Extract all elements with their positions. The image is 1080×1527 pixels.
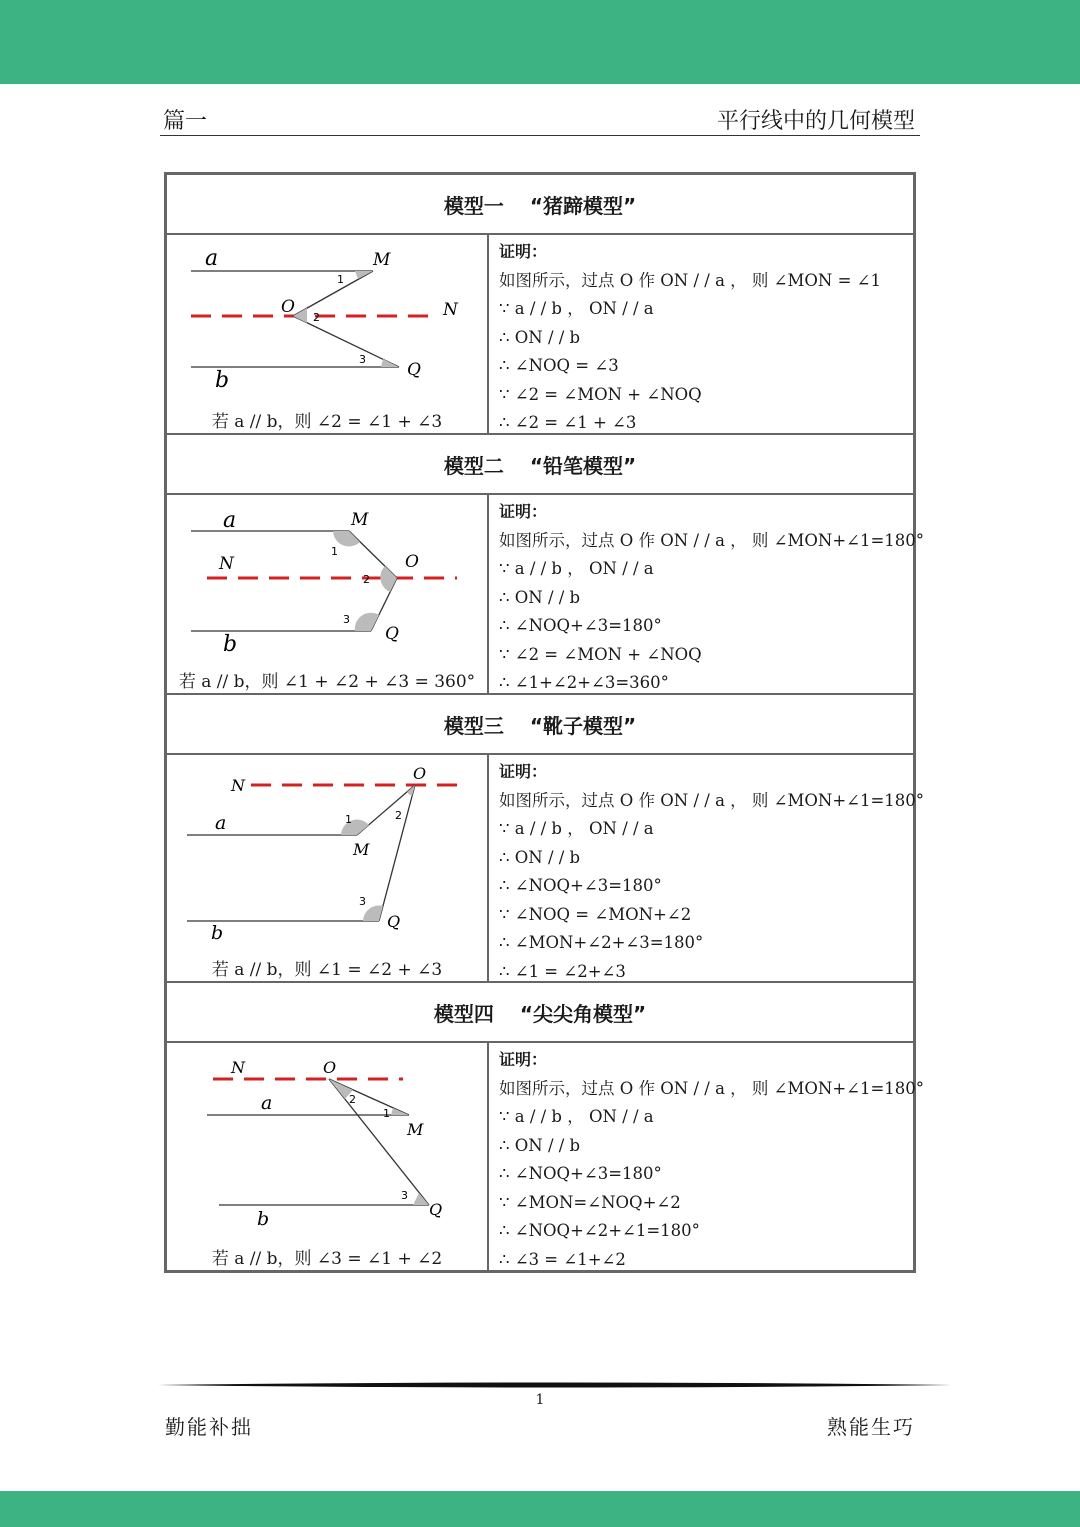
angle-3-label: 3 <box>401 1189 408 1202</box>
proof-line: ∴ ∠1+∠2+∠3=360° <box>499 673 669 692</box>
label-b: b <box>223 632 238 657</box>
label-O: O <box>281 297 295 317</box>
label-N: N <box>231 1058 245 1077</box>
proof-line: ∴ ∠2 = ∠1 + ∠3 <box>499 413 637 432</box>
proof-line: ∴ ∠NOQ+∠3=180° <box>499 616 662 635</box>
proof-line: ∴ ON / / b <box>499 1135 581 1155</box>
label-a: a <box>223 508 237 533</box>
proof-line: ∵ ∠NOQ = ∠MON+∠2 <box>499 904 692 924</box>
bottom-color-band <box>0 1491 1080 1527</box>
proof-heading: 证明： <box>499 242 548 261</box>
angle-1-label: 1 <box>331 545 338 558</box>
model-4-prefix: 模型四 <box>433 1001 494 1026</box>
model-2-figure <box>167 495 487 693</box>
header-left: 篇一 <box>163 109 208 134</box>
model-1-title <box>167 175 913 233</box>
model-1-figure <box>167 235 487 433</box>
column-divider <box>487 755 489 981</box>
column-divider <box>487 235 489 433</box>
proof-heading: 证明： <box>499 502 548 521</box>
label-a: a <box>215 812 227 834</box>
label-Q: Q <box>407 360 421 380</box>
proof-line: ∴ ∠1 = ∠2+∠3 <box>499 961 626 981</box>
label-M: M <box>407 1120 424 1139</box>
model-3-figure <box>167 755 487 981</box>
footer-left: 勤能补拙 <box>165 1415 253 1439</box>
proof-line: ∵ ∠2 = ∠MON + ∠NOQ <box>499 644 702 664</box>
model-1-proof <box>499 238 909 438</box>
model-4-title <box>167 983 913 1041</box>
angle-2-label: 2 <box>395 809 402 822</box>
header-rule <box>160 135 920 136</box>
proof-heading: 证明： <box>499 1050 548 1069</box>
label-O: O <box>323 1058 337 1077</box>
model-4-proof <box>499 1046 925 1274</box>
proof-line: ∴ ON / / b <box>499 847 581 867</box>
label-M: M <box>373 250 391 270</box>
proof-line: ∴ ∠NOQ+∠3=180° <box>499 876 662 895</box>
model-2-name: “铅笔模型” <box>529 453 637 478</box>
proof-line: 如图所示，过点 O 作 ON / / a ， 则 ∠MON+∠1=180° <box>499 530 925 550</box>
proof-line: ∴ ∠NOQ = ∠3 <box>499 356 619 375</box>
proof-line: ∵ a / / b ， ON / / a <box>499 559 654 578</box>
column-divider <box>487 1043 489 1270</box>
label-O: O <box>405 552 419 572</box>
label-b: b <box>211 922 224 944</box>
model-2-proof <box>499 498 925 698</box>
page-number: 1 <box>535 1392 545 1408</box>
proof-line: ∵ a / / b ， ON / / a <box>499 299 654 318</box>
model-1-diagram <box>167 235 487 433</box>
proof-line: ∴ ∠NOQ+∠3=180° <box>499 1164 662 1183</box>
angle-2-label: 2 <box>313 311 320 324</box>
angle-3-label: 3 <box>359 353 366 366</box>
label-Q: Q <box>429 1200 443 1219</box>
top-color-band <box>0 0 1080 84</box>
angle-1-label: 1 <box>345 813 352 826</box>
label-Q: Q <box>385 624 399 644</box>
angle-2-label: 2 <box>349 1093 356 1106</box>
model-4-diagram <box>167 1043 487 1270</box>
model-2-title <box>167 435 913 493</box>
footer-rule <box>158 1381 952 1389</box>
label-a: a <box>261 1092 273 1114</box>
header-right: 平行线中的几何模型 <box>716 109 915 134</box>
model-3-proof <box>499 758 925 986</box>
angle-2-label: 2 <box>363 573 370 586</box>
proof-line: ∵ a / / b ， ON / / a <box>499 1107 654 1126</box>
footer-right: 熟能生巧 <box>827 1415 915 1439</box>
proof-line: ∴ ∠MON+∠2+∠3=180° <box>499 933 704 952</box>
label-O: O <box>413 764 427 783</box>
proof-line: ∵ ∠2 = ∠MON + ∠NOQ <box>499 384 702 404</box>
angle-1-label: 1 <box>383 1107 390 1120</box>
model-2-prefix: 模型二 <box>443 453 504 478</box>
proof-line: ∵ a / / b ， ON / / a <box>499 819 654 838</box>
model-1-condition: 若 a // b，则 ∠2 = ∠1 + ∠3 <box>211 412 443 432</box>
model-4-condition: 若 a // b，则 ∠3 = ∠1 + ∠2 <box>211 1249 443 1269</box>
proof-line: ∵ ∠MON=∠NOQ+∠2 <box>499 1192 681 1212</box>
model-3-condition: 若 a // b，则 ∠1 = ∠2 + ∠3 <box>211 960 443 980</box>
label-M: M <box>351 510 369 530</box>
angle-3-label: 3 <box>359 895 366 908</box>
model-1-name: “猪蹄模型” <box>529 193 637 218</box>
model-2-diagram <box>167 495 487 693</box>
column-divider <box>487 495 489 693</box>
model-3-prefix: 模型三 <box>443 713 504 738</box>
model-2-condition: 若 a // b，则 ∠1 + ∠2 + ∠3 = 360° <box>178 672 476 692</box>
model-3-title <box>167 695 913 753</box>
proof-line: ∴ ∠NOQ+∠2+∠1=180° <box>499 1221 700 1240</box>
models-table <box>164 172 925 1273</box>
label-b: b <box>257 1208 270 1230</box>
label-N: N <box>219 554 234 574</box>
proof-line: ∴ ON / / b <box>499 587 581 607</box>
label-Q: Q <box>387 912 401 931</box>
label-b: b <box>215 368 230 393</box>
model-1-prefix: 模型一 <box>443 193 504 218</box>
proof-heading: 证明： <box>499 762 548 781</box>
angle-3-label: 3 <box>343 613 350 626</box>
model-4-figure <box>167 1043 487 1270</box>
angle-1-label: 1 <box>337 273 344 286</box>
label-a: a <box>205 246 219 271</box>
label-N: N <box>443 300 458 320</box>
model-3-diagram <box>167 755 487 981</box>
proof-line: ∴ ON / / b <box>499 327 581 347</box>
label-N: N <box>231 776 245 795</box>
proof-line: 如图所示，过点 O 作 ON / / a ， 则 ∠MON+∠1=180° <box>499 1078 925 1098</box>
model-4-name: “尖尖角模型” <box>519 1001 647 1026</box>
proof-line: ∴ ∠3 = ∠1+∠2 <box>499 1249 626 1269</box>
proof-line: 如图所示，过点 O 作 ON / / a ， 则 ∠MON+∠1=180° <box>499 790 925 810</box>
label-M: M <box>353 840 370 859</box>
proof-line: 如图所示，过点 O 作 ON / / a ， 则 ∠MON = ∠1 <box>499 270 881 290</box>
model-3-name: “靴子模型” <box>529 713 637 738</box>
